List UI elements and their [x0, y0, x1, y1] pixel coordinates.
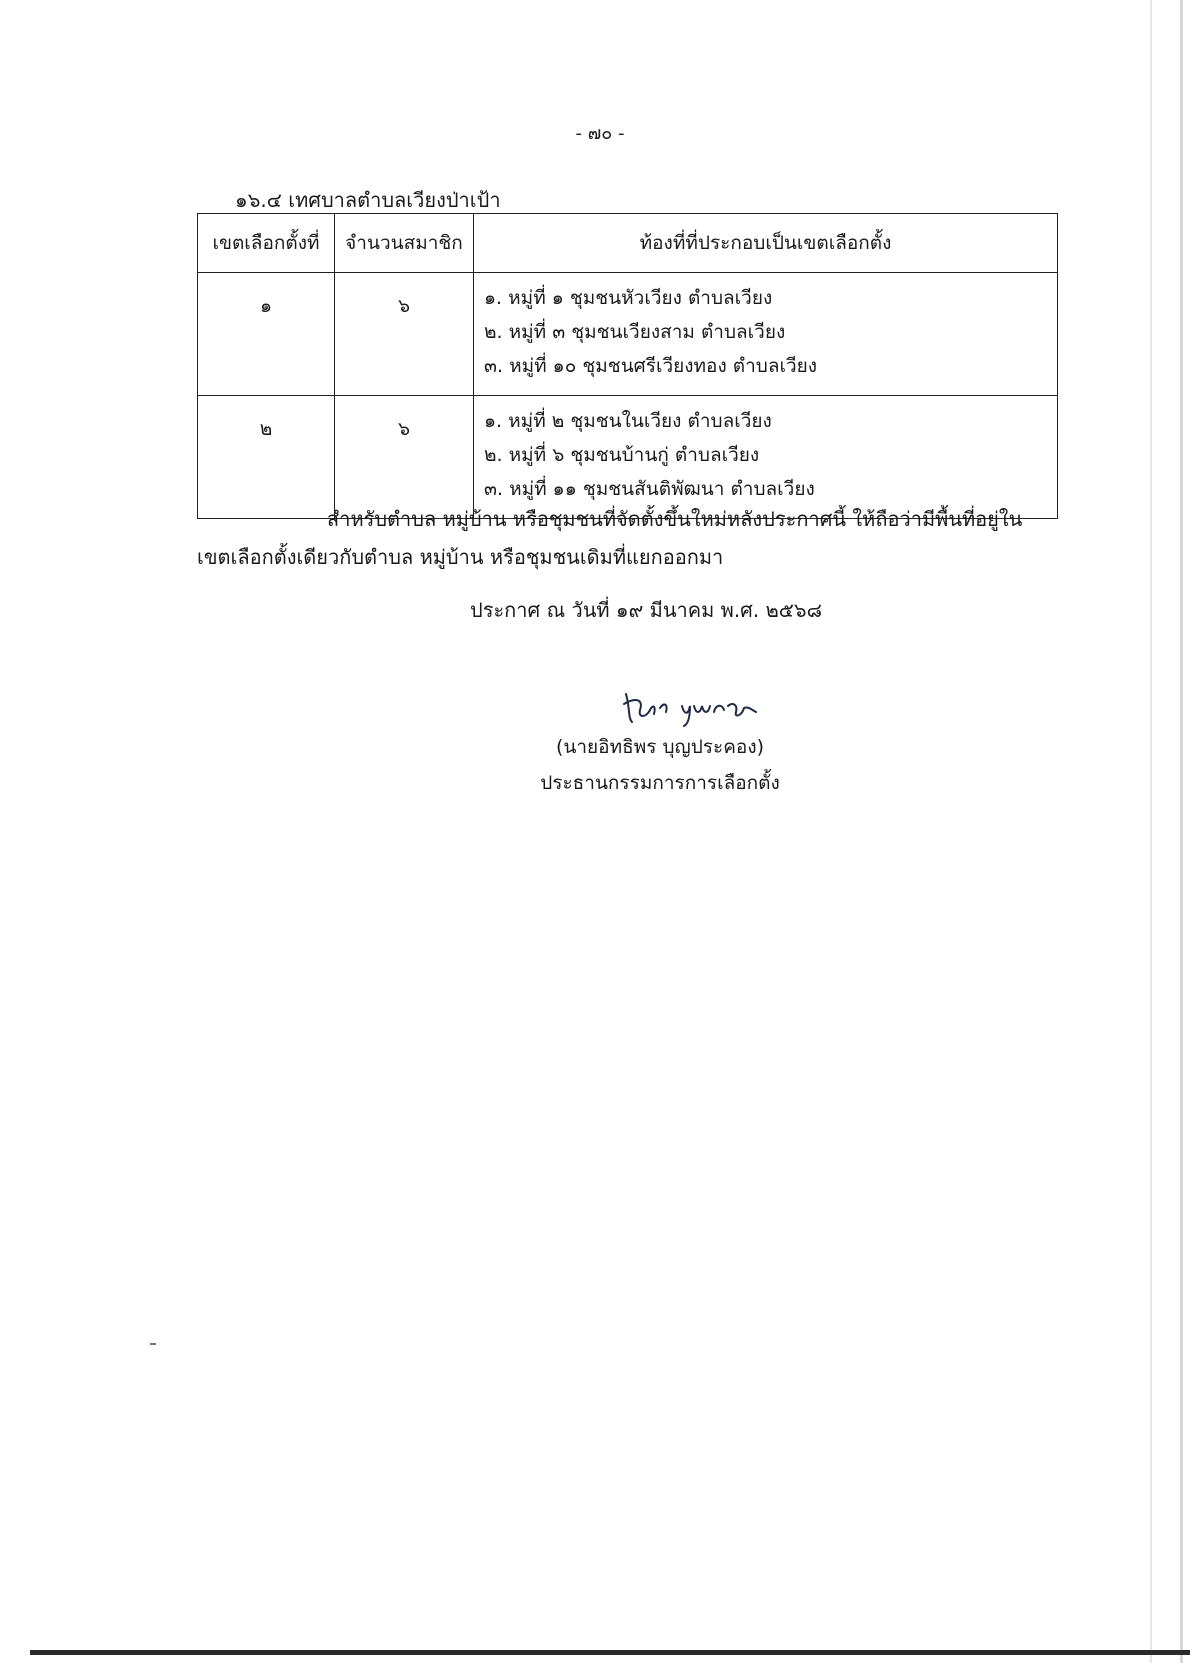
note-paragraph	[197, 500, 1061, 576]
area-item: ๒. หมู่ที่ ๓ ชุมชนเวียงสาม ตำบลเวียง	[484, 321, 786, 343]
section-title: ๑๖.๔ เทศบาลตำบลเวียงป่าเป้า	[235, 188, 501, 212]
area-item: ๑. หมู่ที่ ๒ ชุมชนในเวียง ตำบลเวียง	[484, 410, 772, 432]
area-list	[474, 273, 1058, 396]
area-item: ๓. หมู่ที่ ๑๐ ชุมชนศรีเวียงทอง ตำบลเวียง	[484, 355, 818, 377]
header-members: จำนวนสมาชิก	[335, 214, 474, 273]
table-header-row	[198, 214, 1058, 273]
area-item: ๓. หมู่ที่ ๑๑ ชุมชนสันติพัฒนา ตำบลเวียง	[484, 478, 815, 500]
scan-edge	[1180, 0, 1183, 1663]
scan-speck	[150, 1343, 156, 1345]
note-line: เขตเลือกตั้งเดียวกับตำบล หมู่บ้าน หรือชุมชนเดิมที่แยกออกมา	[197, 545, 724, 569]
header-areas: ท้องที่ที่ประกอบเป็นเขตเลือกตั้ง	[474, 214, 1058, 273]
area-item: ๒. หมู่ที่ ๖ ชุมชนบ้านกู่ ตำบลเวียง	[484, 444, 760, 466]
handwritten-signature	[620, 688, 770, 728]
signatory-position: ประธานกรรมการการเลือกตั้ง	[540, 772, 780, 794]
electoral-district-table	[197, 213, 1058, 519]
page-number: - ๗๐ -	[575, 123, 625, 144]
scan-edge	[30, 1650, 1190, 1655]
header-district: เขตเลือกตั้งที่	[198, 214, 335, 273]
table-row	[198, 273, 1058, 396]
member-count: ๖	[335, 396, 474, 519]
announcement-date: ประกาศ ณ วันที่ ๑๙ มีนาคม พ.ศ. ๒๕๖๘	[470, 598, 823, 622]
signatory-name: (นายอิทธิพร บุญประคอง)	[555, 736, 765, 758]
district-number: ๑	[198, 273, 335, 396]
scan-edge	[1150, 0, 1152, 1663]
note-line: สำหรับตำบล หมู่บ้าน หรือชุมชนที่จัดตั้งขึ้นใหม่หลังประกาศนี้ ให้ถือว่ามีพื้นที่อยู่ใน	[327, 507, 1023, 531]
district-number: ๒	[198, 396, 335, 519]
area-item: ๑. หมู่ที่ ๑ ชุมชนหัวเวียง ตำบลเวียง	[484, 287, 773, 309]
member-count: ๖	[335, 273, 474, 396]
